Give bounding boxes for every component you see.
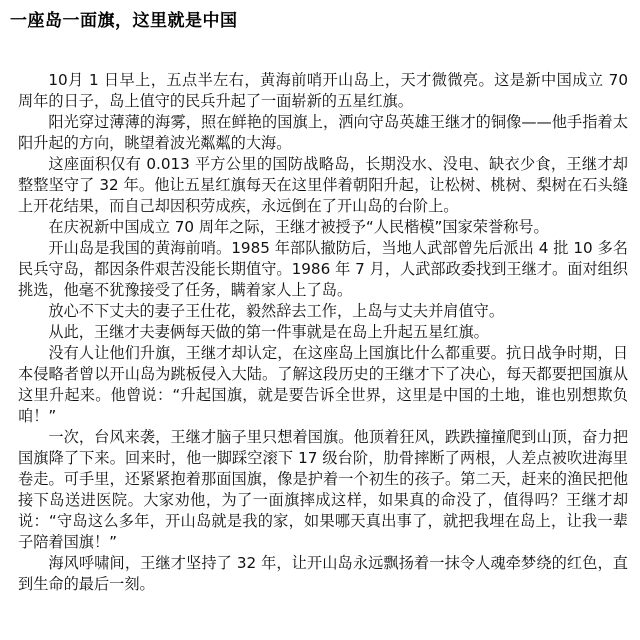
article-paragraph: 放心不下丈夫的妻子王仕花，毅然辞去工作，上岛与丈夫并肩值守。 <box>48 302 505 320</box>
article-paragraph: 阳光穿过薄薄的海雾，照在鲜艳的国旗上，洒向守岛英雄王继才的铜像——他手指着太阳升起的方向，眺望着波光粼粼的大海。 <box>18 113 628 152</box>
article-body <box>18 70 628 595</box>
article-paragraph: 这座面积仅有 0.013 平方公里的国防战略岛，长期没水、没电、缺衣少食，王继才却整整坚守了 32 年。他让五星红旗每天在这里伴着朝阳升起，让松树、桃树、梨树在石头缝上开花结果，而自己却因积劳成疾，永远倒在了开山岛的台阶上。 <box>18 155 628 215</box>
article-title: 一座岛一面旗，这里就是中国 <box>10 11 238 31</box>
article-paragraph: 在庆祝新中国成立 70 周年之际，王继才被授予“人民楷模”国家荣誉称号。 <box>48 218 549 236</box>
article-paragraph: 开山岛是我国的黄海前哨。1985 年部队撤防后，当地人武部曾先后派出 4 批 10 多名民兵守岛，都因条件艰苦没能长期值守。1986 年 7 月，人武部政委找到王继才。面对组织挑选，他毫不犹豫接受了任务，瞒着家人上了岛。 <box>18 239 628 299</box>
article-paragraph: 从此，王继才夫妻俩每天做的第一件事就是在岛上升起五星红旗。 <box>48 323 489 341</box>
article-paragraph: 没有人让他们升旗，王继才却认定，在这座岛上国旗比什么都重要。抗日战争时期，日本侵略者曾以开山岛为跳板侵入大陆。了解这段历史的王继才下了决心，每天都要把国旗从这里升起来。他曾说：“升起国旗，就是要告诉全世界，这里是中国的土地，谁也别想欺负咱！” <box>18 344 628 425</box>
article-paragraph: 10月 1 日早上，五点半左右，黄海前哨开山岛上，天才微微亮。这是新中国成立 70 周年的日子，岛上值守的民兵升起了一面崭新的五星红旗。 <box>18 71 628 110</box>
article-paragraph: 一次，台风来袭，王继才脑子里只想着国旗。他顶着狂风，跌跌撞撞爬到山顶，奋力把国旗降了下来。回来时，他一脚踩空滚下 17 级台阶，肋骨摔断了两根，人差点被吹进海里卷走。可手里，还紧紧抱着那面国旗，像是护着一个初生的孩子。第二天，赶来的渔民把他接下岛送进医院。大家劝他，为了一面旗摔成这样，如果真的命没了，值得吗？王继才却说：“守岛这么多年，开山岛就是我的家，如果哪天真出事了，就把我埋在岛上，让我一辈子陪着国旗！” <box>18 428 628 551</box>
article-paragraph: 海风呼啸间，王继才坚持了 32 年，让开山岛永远飘扬着一抹令人魂牵梦绕的红色，直到生命的最后一刻。 <box>18 554 628 593</box>
